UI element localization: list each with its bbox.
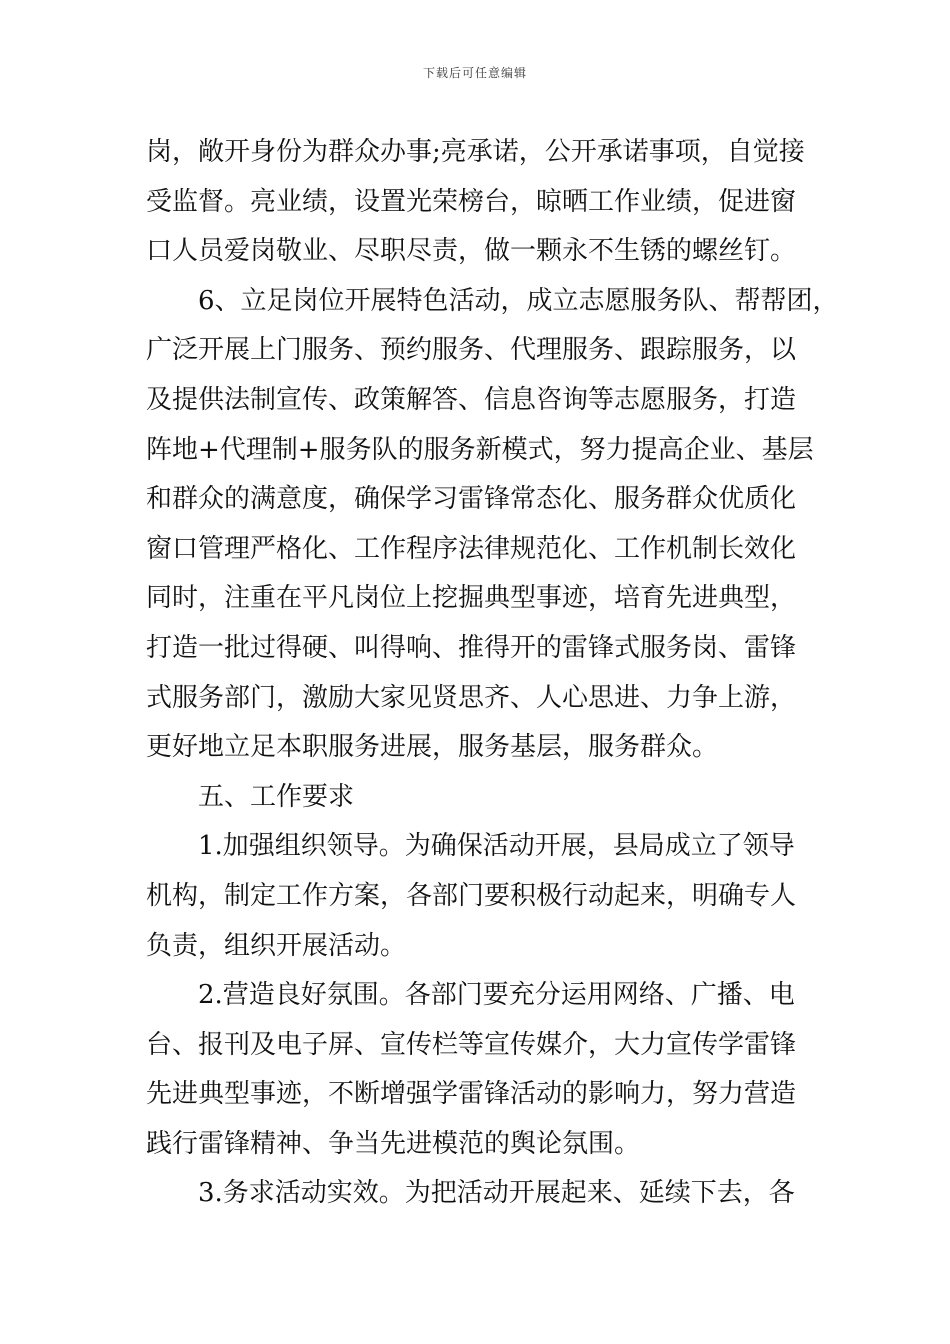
text-line: 广泛开展上门服务、预约服务、代理服务、跟踪服务，以 <box>146 335 797 366</box>
text-line: 受监督。亮业绩，设置光荣榜台，晾晒工作业绩，促进窗 <box>146 186 797 217</box>
text-line: 3.务求活动实效。为把活动开展起来、延续下去，各 <box>198 1178 795 1209</box>
text-line: 机构，制定工作方案，各部门要积极行动起来，明确专人 <box>146 880 797 911</box>
text-line: 阵地+代理制+服务队的服务新模式，努力提高企业、基层 <box>146 434 814 465</box>
text-line: 先进典型事迹，不断增强学雷锋活动的影响力，努力营造 <box>146 1079 797 1110</box>
text-line: 同时，注重在平凡岗位上挖掘典型事迹，培育先进典型， <box>146 583 797 614</box>
text-line: 2.营造良好氛围。各部门要充分运用网络、广播、电 <box>198 980 795 1011</box>
page-header: 下载后可任意编辑 <box>422 66 527 80</box>
text-line: 岗，敞开身份为群众办事;亮承诺，公开承诺事项，自觉接 <box>146 137 805 167</box>
text-line: 更好地立足本职服务进展，服务基层，服务群众。 <box>146 732 719 763</box>
text-line: 台、报刊及电子屏、宣传栏等宣传媒介，大力宣传学雷锋 <box>146 1029 797 1060</box>
text-line: 式服务部门，激励大家见贤思齐、人心思进、力争上游， <box>146 682 797 713</box>
text-line: 践行雷锋精神、争当先进模范的舆论氛围。 <box>146 1128 641 1159</box>
text-line: 口人员爱岗敬业、尽职尽责，做一颗永不生锈的螺丝钉。 <box>146 236 797 267</box>
text-line: 和群众的满意度，确保学习雷锋常态化、服务群众优质化 <box>146 484 797 515</box>
text-line: 窗口管理严格化、工作程序法律规范化、工作机制长效化 <box>146 533 797 564</box>
text-line: 负责，组织开展活动。 <box>146 930 407 961</box>
text-line: 1.加强组织领导。为确保活动开展，县局成立了领导 <box>198 831 795 862</box>
text-line: 及提供法制宣传、政策解答、信息咨询等志愿服务，打造 <box>146 384 797 415</box>
body-text <box>146 128 839 1219</box>
text-line: 打造一批过得硬、叫得响、推得开的雷锋式服务岗、雷锋 <box>146 632 797 663</box>
text-line: 五、工作要求 <box>198 781 355 812</box>
text-line: 6、立足岗位开展特色活动，成立志愿服务队、帮帮团， <box>198 285 839 316</box>
